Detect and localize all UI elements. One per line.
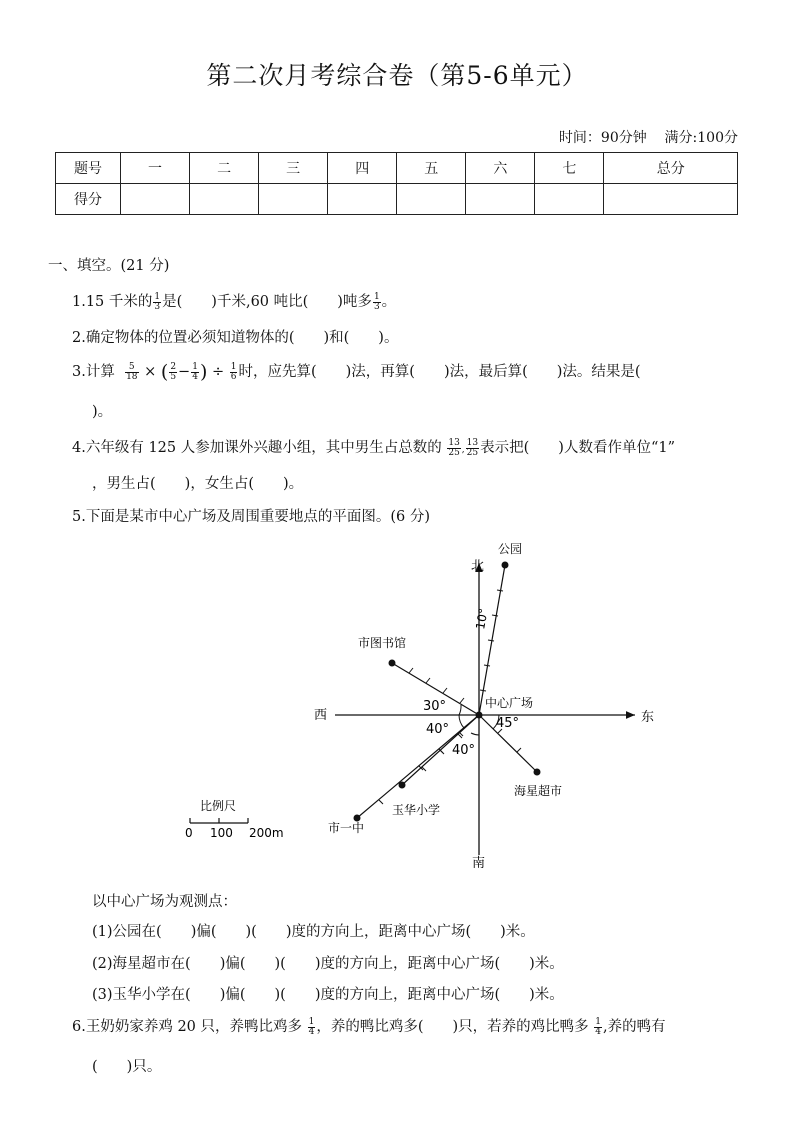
- arc-west40: [459, 715, 464, 728]
- score-input-cell[interactable]: [328, 184, 397, 215]
- score-header-cell: 五: [397, 153, 466, 184]
- yuhua-point: [399, 782, 406, 789]
- score-input-cell[interactable]: [259, 184, 328, 215]
- yuhua-label: 玉华小学: [392, 803, 441, 817]
- question-1-text-b: 是( )千米,60 吨比( )吨多: [162, 294, 372, 310]
- supermarket-line-ticks: [498, 729, 521, 752]
- fraction: $\frac{1}{4}$: [192, 361, 198, 382]
- score-header-cell: 七: [535, 153, 604, 184]
- park-line: [479, 565, 505, 715]
- section-heading: 一、填空。(21 分): [48, 258, 170, 274]
- fraction: $\frac{13}{25}$: [466, 437, 479, 458]
- park-point: [502, 562, 509, 569]
- question-3: 3.计算 $\frac{5}{18}$ × ( $\frac{2}{5}$ − $\frac{1}{4}$ ) ÷ $\frac{1}{6}$ 时，应先算( )法，再算( )法，最后算( )法。结果是(: [72, 361, 641, 383]
- south-label: 南: [472, 856, 486, 871]
- center-point: [476, 712, 483, 719]
- paren-open: (: [160, 361, 169, 383]
- question-5-intro: 以中心广场为观测点：: [92, 894, 237, 910]
- question-3-text: 3.计算: [72, 364, 115, 380]
- question-2: 2.确定物体的位置必须知道物体的( )和( )。: [72, 330, 399, 346]
- full-score: 满分:100分: [664, 130, 738, 146]
- question-3-continuation: )。: [92, 404, 113, 420]
- fraction: $\frac{1}{3}$: [154, 291, 161, 312]
- question-6-text-b: ，养的鸭比鸡多( )只，若养的鸡比鸭多: [316, 1019, 589, 1035]
- angle-south40: 40°: [452, 743, 476, 758]
- question-6-continuation: ( )只。: [92, 1059, 162, 1075]
- score-input-cell[interactable]: [121, 184, 190, 215]
- question-5-sub3: (3)玉华小学在( )偏( )( )度的方向上，距离中心广场( )米。: [92, 987, 564, 1003]
- supermarket-point: [534, 769, 541, 776]
- park-label: 公园: [498, 542, 523, 556]
- score-input-cell[interactable]: [604, 184, 738, 215]
- map-diagram: [180, 535, 680, 875]
- question-1-text-c: 。: [381, 294, 397, 310]
- west-label: 西: [314, 708, 328, 723]
- fraction: $\frac{1}{3}$: [373, 291, 380, 312]
- scale-100: 100: [210, 826, 233, 840]
- east-label: 东: [641, 710, 655, 725]
- question-6-text-a: 6.王奶奶家养鸡 20 只，养鸭比鸡多: [72, 1019, 303, 1035]
- question-4-continuation: ，男生占( )，女生占( )。: [92, 476, 304, 492]
- page-title: 第二次月考综合卷（第5-6单元）: [206, 61, 588, 90]
- angle-park: 10°: [473, 607, 491, 631]
- score-table-header-row: [56, 153, 738, 184]
- north-label: 北: [471, 559, 485, 574]
- scale-0: 0: [185, 826, 193, 840]
- question-3-tail: 时，应先算( )法，再算( )法，最后算( )法。结果是(: [238, 364, 641, 380]
- fraction: $\frac{5}{18}$: [126, 361, 138, 382]
- scale-title: 比例尺: [200, 799, 237, 813]
- center-label: 中心广场: [485, 696, 534, 710]
- fraction: $\frac{1}{4}$: [595, 1016, 602, 1037]
- time-limit: 时间：90分钟: [558, 130, 647, 146]
- arc-library: [459, 705, 461, 715]
- question-5-sub1: (1)公园在( )偏( )( )度的方向上，距离中心广场( )米。: [92, 924, 535, 940]
- angle-library: 30°: [423, 699, 447, 714]
- fraction: $\frac{13}{25}$: [448, 437, 460, 458]
- question-5: 5.下面是某市中心广场及周围重要地点的平面图。(6 分): [72, 509, 430, 525]
- fraction: $\frac{1}{6}$: [230, 361, 237, 382]
- score-header-cell: 总分: [604, 153, 738, 184]
- question-4-text-b: 表示把( )人数看作单位“1”: [480, 440, 675, 456]
- divide-sign: ÷: [211, 364, 225, 380]
- fraction: $\frac{1}{4}$: [308, 1016, 315, 1037]
- park-line-ticks: [480, 590, 503, 691]
- paren-close: ): [199, 361, 208, 383]
- angle-super: 45°: [496, 716, 520, 731]
- score-table-score-row: [56, 184, 738, 215]
- question-6-text-c: ,养的鸭有: [603, 1019, 666, 1035]
- score-input-cell[interactable]: [466, 184, 535, 215]
- question-1-text-a: 1.15 千米的: [72, 294, 153, 310]
- question-4-text-a: 4.六年级有 125 人参加课外兴趣小组，其中男生占总数的: [72, 440, 442, 456]
- scale-200: 200m: [249, 826, 284, 840]
- question-5-sub2: (2)海星超市在( )偏( )( )度的方向上，距离中心广场( )米。: [92, 956, 564, 972]
- score-input-cell[interactable]: [535, 184, 604, 215]
- supermarket-label: 海星超市: [514, 784, 563, 798]
- score-header-cell: 四: [328, 153, 397, 184]
- score-row-label: 得分: [56, 184, 121, 215]
- library-label: 市图书馆: [358, 636, 407, 650]
- times-sign: ×: [144, 364, 157, 380]
- library-line-ticks: [409, 668, 464, 703]
- exam-meta: [559, 127, 738, 147]
- question-1: [72, 290, 396, 312]
- library-point: [389, 660, 396, 667]
- arc-south40: [471, 733, 479, 735]
- score-header-cell: 二: [190, 153, 259, 184]
- score-header-cell: 三: [259, 153, 328, 184]
- fraction: $\frac{2}{5}$: [170, 361, 177, 382]
- question-6: [72, 1015, 666, 1037]
- score-input-cell[interactable]: [397, 184, 466, 215]
- score-input-cell[interactable]: [190, 184, 259, 215]
- angle-west40: 40°: [426, 722, 450, 737]
- score-header-cell: 题号: [56, 153, 121, 184]
- score-header-cell: 六: [466, 153, 535, 184]
- question-4: 4.六年级有 125 人参加课外兴趣小组，其中男生占总数的 $\frac{13}{25}$ , $\frac{13}{25}$ 表示把( )人数看作单位“1”: [72, 437, 675, 458]
- score-table: [55, 152, 738, 215]
- score-header-cell: 一: [121, 153, 190, 184]
- school-no1-label: 市一中: [328, 821, 365, 835]
